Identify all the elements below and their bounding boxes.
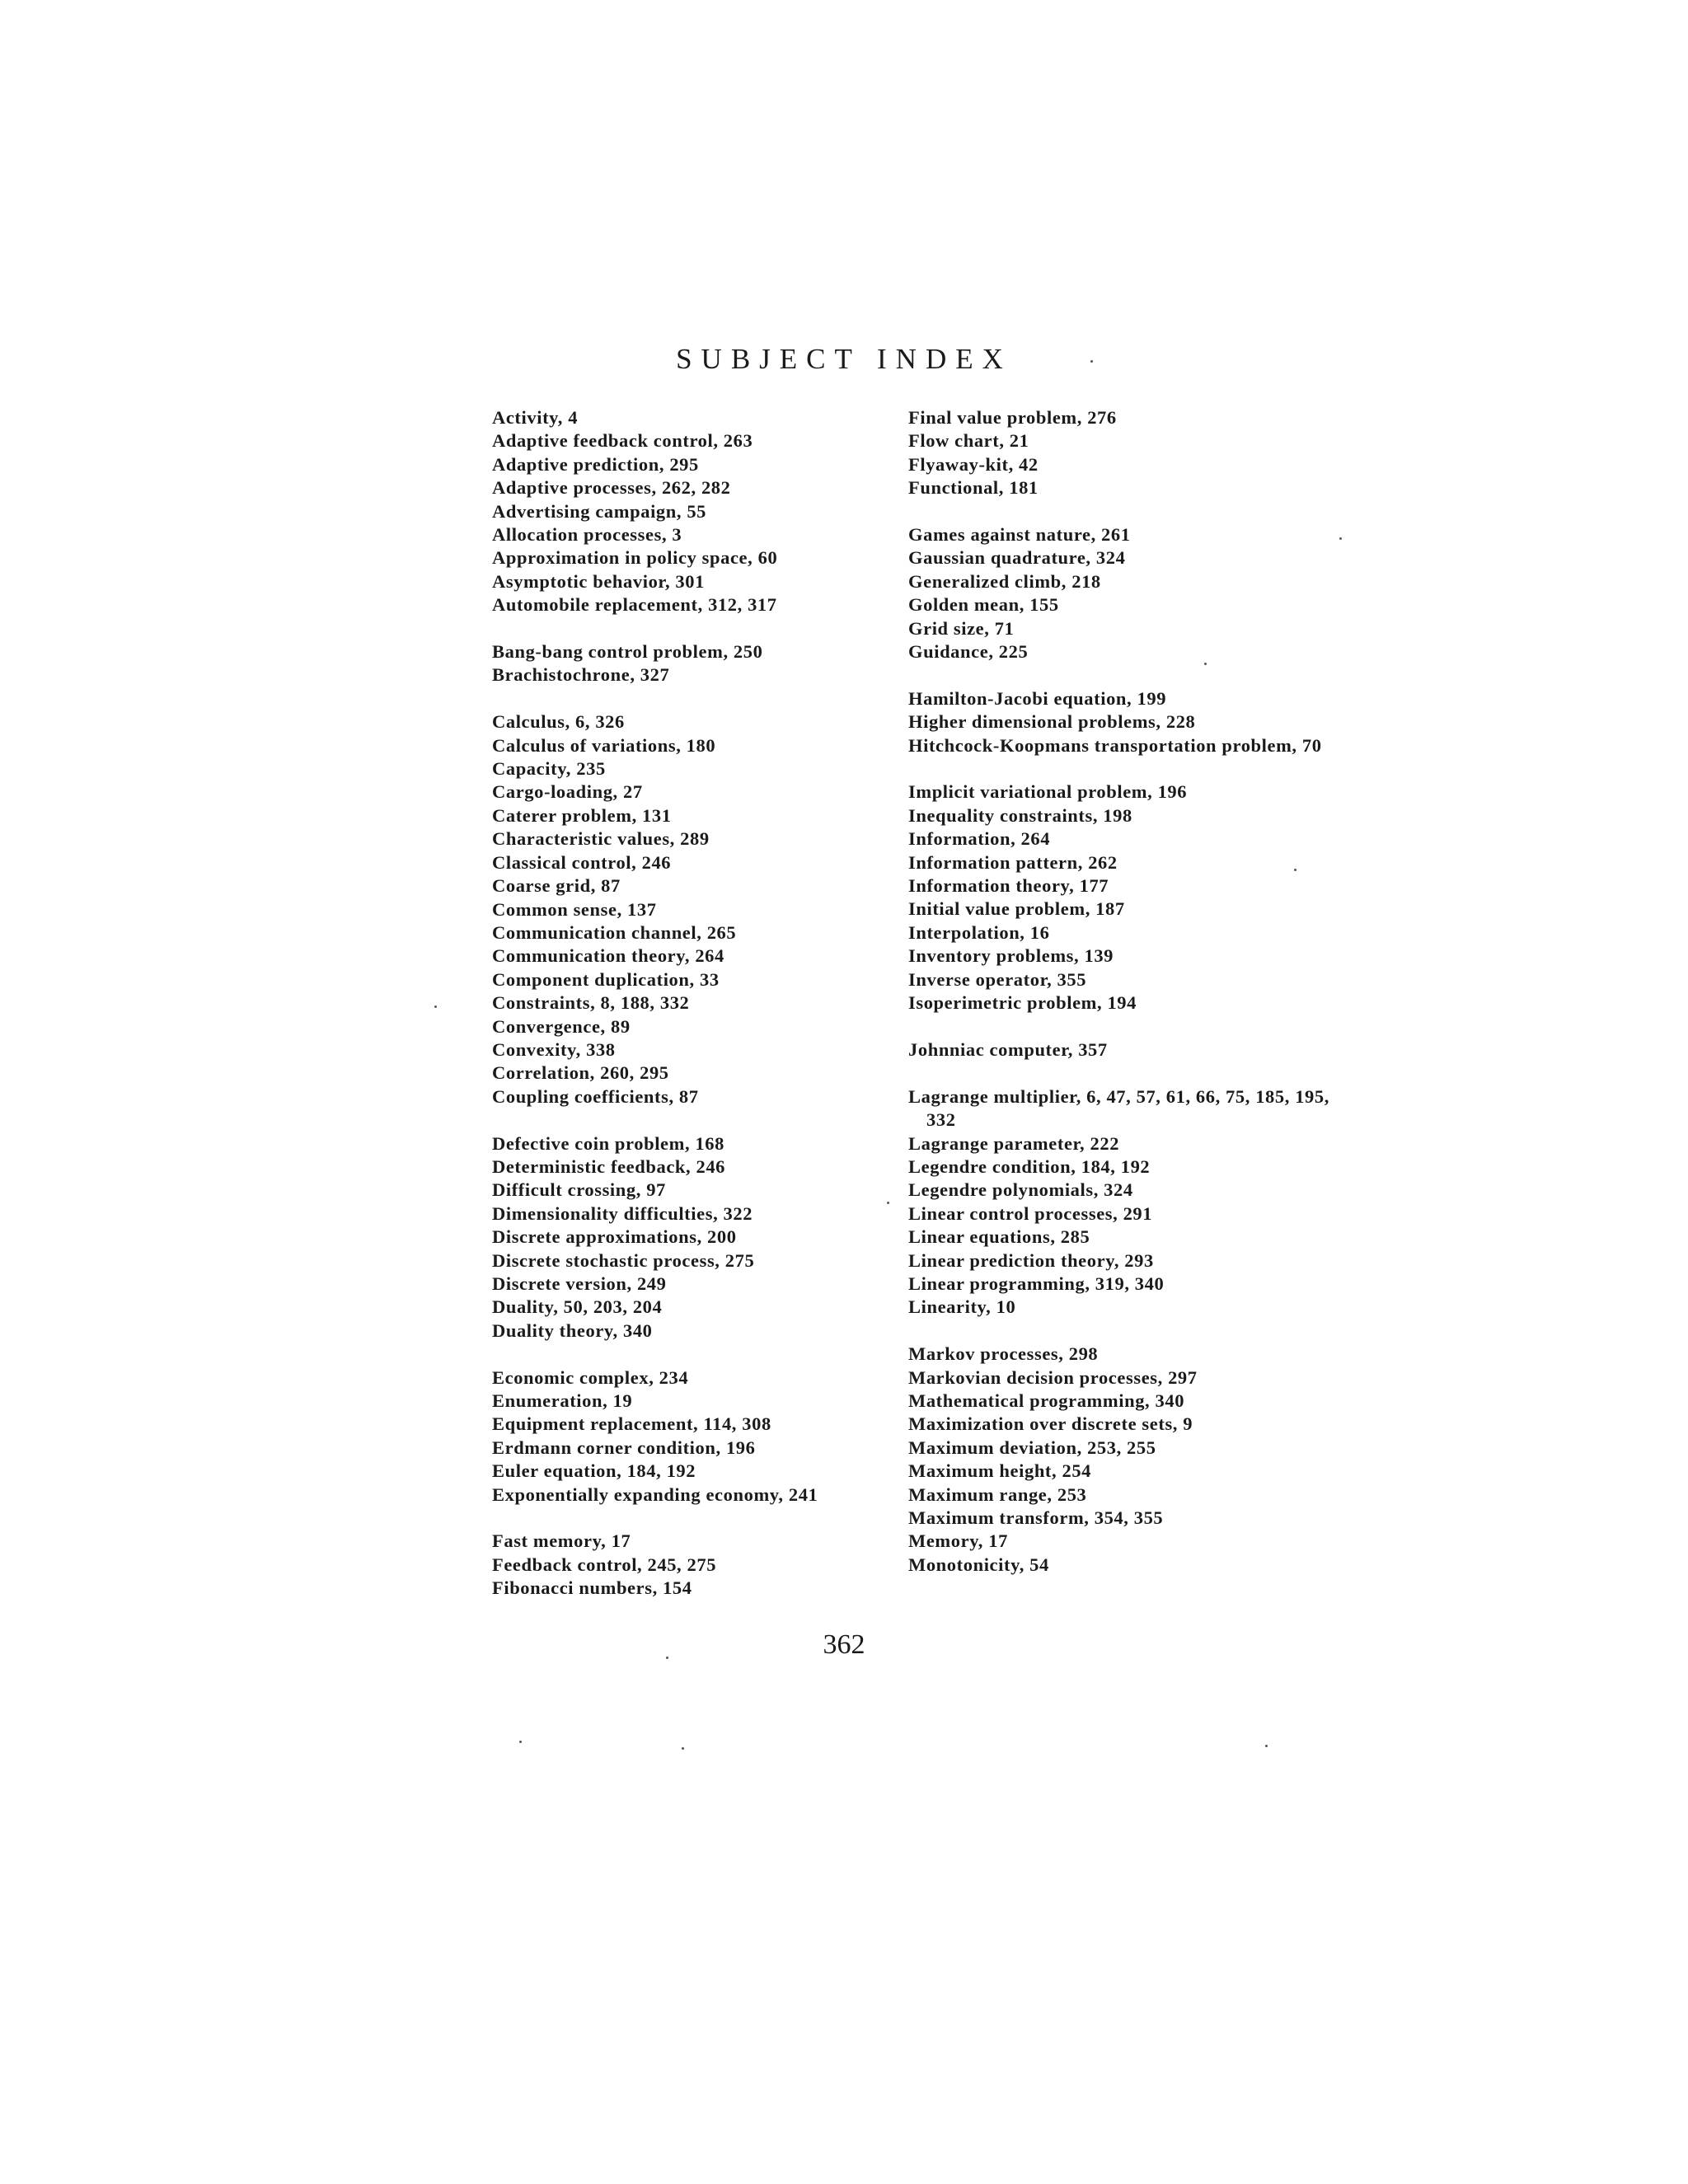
index-entry: Duality, 50, 203, 204 (492, 1296, 663, 1318)
index-entry: Final value problem, 276 (908, 407, 1117, 428)
index-entry: Coarse grid, 87 (492, 875, 621, 897)
index-entry: Discrete approximations, 200 (492, 1226, 737, 1248)
index-entry: Functional, 181 (908, 477, 1039, 499)
index-entry: Mathematical programming, 340 (908, 1390, 1185, 1411)
index-entry: Cargo-loading, 27 (492, 781, 643, 803)
index-entry: Information theory, 177 (908, 875, 1109, 897)
index-entry: Common sense, 137 (492, 898, 657, 920)
index-entry: Flow chart, 21 (908, 430, 1029, 452)
index-entry: Euler equation, 184, 192 (492, 1460, 696, 1482)
index-entry: Erdmann corner condition, 196 (492, 1436, 756, 1458)
scan-speck (434, 1005, 437, 1008)
index-entry: Markov processes, 298 (908, 1343, 1099, 1365)
index-entry: Lagrange parameter, 222 (908, 1132, 1120, 1154)
index-entry: Convexity, 338 (492, 1038, 616, 1060)
index-entry: Asymptotic behavior, 301 (492, 570, 705, 592)
index-entry: Coupling coefficients, 87 (492, 1085, 699, 1107)
index-entry: Equipment replacement, 114, 308 (492, 1413, 771, 1435)
index-entry: Maximum transform, 354, 355 (908, 1507, 1164, 1528)
index-entry: Duality theory, 340 (492, 1319, 653, 1341)
index-entry: Adaptive feedback control, 263 (492, 430, 753, 452)
index-entry: Inverse operator, 355 (908, 968, 1087, 990)
index-entry: Activity, 4 (492, 407, 579, 428)
index-entry: Monotonicity, 54 (908, 1554, 1049, 1575)
index-entry: Deterministic feedback, 246 (492, 1155, 726, 1177)
index-entry: Adaptive prediction, 295 (492, 453, 699, 475)
index-entry: Fast memory, 17 (492, 1530, 631, 1552)
index-entry: Automobile replacement, 312, 317 (492, 594, 777, 616)
index-entry: Linear control processes, 291 (908, 1202, 1153, 1224)
index-entry: Caterer problem, 131 (492, 804, 672, 826)
index-entry: Maximum height, 254 (908, 1460, 1092, 1482)
index-entry: Component duplication, 33 (492, 968, 720, 990)
index-entry: Calculus of variations, 180 (492, 734, 716, 756)
index-entry: Communication channel, 265 (492, 921, 737, 943)
index-entry: Enumeration, 19 (492, 1390, 633, 1411)
index-entry: Exponentially expanding economy, 241 (492, 1483, 818, 1505)
index-entry: Approximation in policy space, 60 (492, 547, 778, 569)
index-entry: Classical control, 246 (492, 851, 672, 873)
index-entry: Higher dimensional problems, 228 (908, 711, 1196, 733)
index-entry: Inventory problems, 139 (908, 945, 1114, 967)
index-entry: Communication theory, 264 (492, 945, 724, 967)
index-entry: Guidance, 225 (908, 641, 1029, 663)
index-entry: Calculus, 6, 326 (492, 711, 625, 733)
index-entry: Dimensionality difficulties, 322 (492, 1202, 753, 1224)
page-title: SUBJECT INDEX (676, 343, 1012, 375)
index-entry: Bang-bang control problem, 250 (492, 641, 763, 663)
index-entry: Legendre polynomials, 324 (908, 1179, 1133, 1201)
index-entry: Johnniac computer, 357 (908, 1038, 1108, 1060)
index-entry: Interpolation, 16 (908, 921, 1050, 943)
index-entry: Memory, 17 (908, 1530, 1008, 1552)
scan-speck (887, 1202, 889, 1204)
index-entry: Hitchcock-Koopmans transportation problem, 70 (908, 734, 1322, 756)
index-entry: Discrete stochastic process, 275 (492, 1249, 755, 1271)
index-entry: Capacity, 235 (492, 758, 606, 780)
index-entry: Maximization over discrete sets, 9 (908, 1413, 1193, 1435)
index-entry: Games against nature, 261 (908, 524, 1131, 546)
index-entry: Constraints, 8, 188, 332 (492, 992, 690, 1014)
scan-speck (666, 1657, 668, 1659)
index-entry: Initial value problem, 187 (908, 898, 1125, 920)
index-entry: Golden mean, 155 (908, 594, 1059, 616)
index-entry: Isoperimetric problem, 194 (908, 992, 1137, 1014)
index-entry: Linearity, 10 (908, 1296, 1016, 1318)
index-entry: Information pattern, 262 (908, 851, 1118, 873)
index-entry: Convergence, 89 (492, 1015, 631, 1037)
index-entry: Adaptive processes, 262, 282 (492, 477, 731, 499)
index-entry: Legendre condition, 184, 192 (908, 1155, 1151, 1177)
index-entry: Grid size, 71 (908, 617, 1015, 639)
index-entry: Difficult crossing, 97 (492, 1179, 666, 1201)
index-entry: Markovian decision processes, 297 (908, 1366, 1198, 1388)
index-entry: Linear equations, 285 (908, 1226, 1090, 1248)
index-entry: Feedback control, 245, 275 (492, 1554, 717, 1575)
scan-speck (682, 1747, 684, 1750)
index-entry: Allocation processes, 3 (492, 524, 682, 546)
index-entry: Defective coin problem, 168 (492, 1132, 724, 1154)
scan-speck (1090, 360, 1093, 363)
page-number: 362 (823, 1629, 865, 1660)
index-entry: Discrete version, 249 (492, 1272, 667, 1294)
index-entry: Lagrange multiplier, 6, 47, 57, 61, 66, 75, 185, 195, 332 (908, 1085, 1329, 1131)
index-entry: Fibonacci numbers, 154 (492, 1577, 692, 1599)
index-entry: Linear prediction theory, 293 (908, 1249, 1154, 1271)
index-entry: Hamilton-Jacobi equation, 199 (908, 687, 1167, 709)
scan-speck (519, 1741, 522, 1743)
scan-speck (1339, 537, 1342, 540)
index-entry: Linear programming, 319, 340 (908, 1272, 1165, 1294)
scan-speck (1204, 663, 1207, 665)
index-entry: Advertising campaign, 55 (492, 500, 707, 522)
index-entry: Economic complex, 234 (492, 1366, 689, 1388)
index-column-left (492, 406, 904, 1601)
scan-speck (1265, 1745, 1268, 1747)
index-entry: Maximum deviation, 253, 255 (908, 1436, 1156, 1458)
index-entry: Flyaway-kit, 42 (908, 453, 1039, 475)
index-entry: Inequality constraints, 198 (908, 804, 1132, 826)
index-column-right (908, 406, 1337, 1577)
index-entry: Characteristic values, 289 (492, 828, 710, 850)
index-entry: Implicit variational problem, 196 (908, 781, 1188, 803)
scan-speck (1294, 869, 1296, 871)
index-entry: Generalized climb, 218 (908, 570, 1101, 592)
index-entry: Maximum range, 253 (908, 1483, 1087, 1505)
index-entry: Information, 264 (908, 828, 1051, 850)
index-entry: Brachistochrone, 327 (492, 664, 670, 686)
index-entry: Gaussian quadrature, 324 (908, 547, 1126, 569)
index-entry: Correlation, 260, 295 (492, 1062, 669, 1084)
